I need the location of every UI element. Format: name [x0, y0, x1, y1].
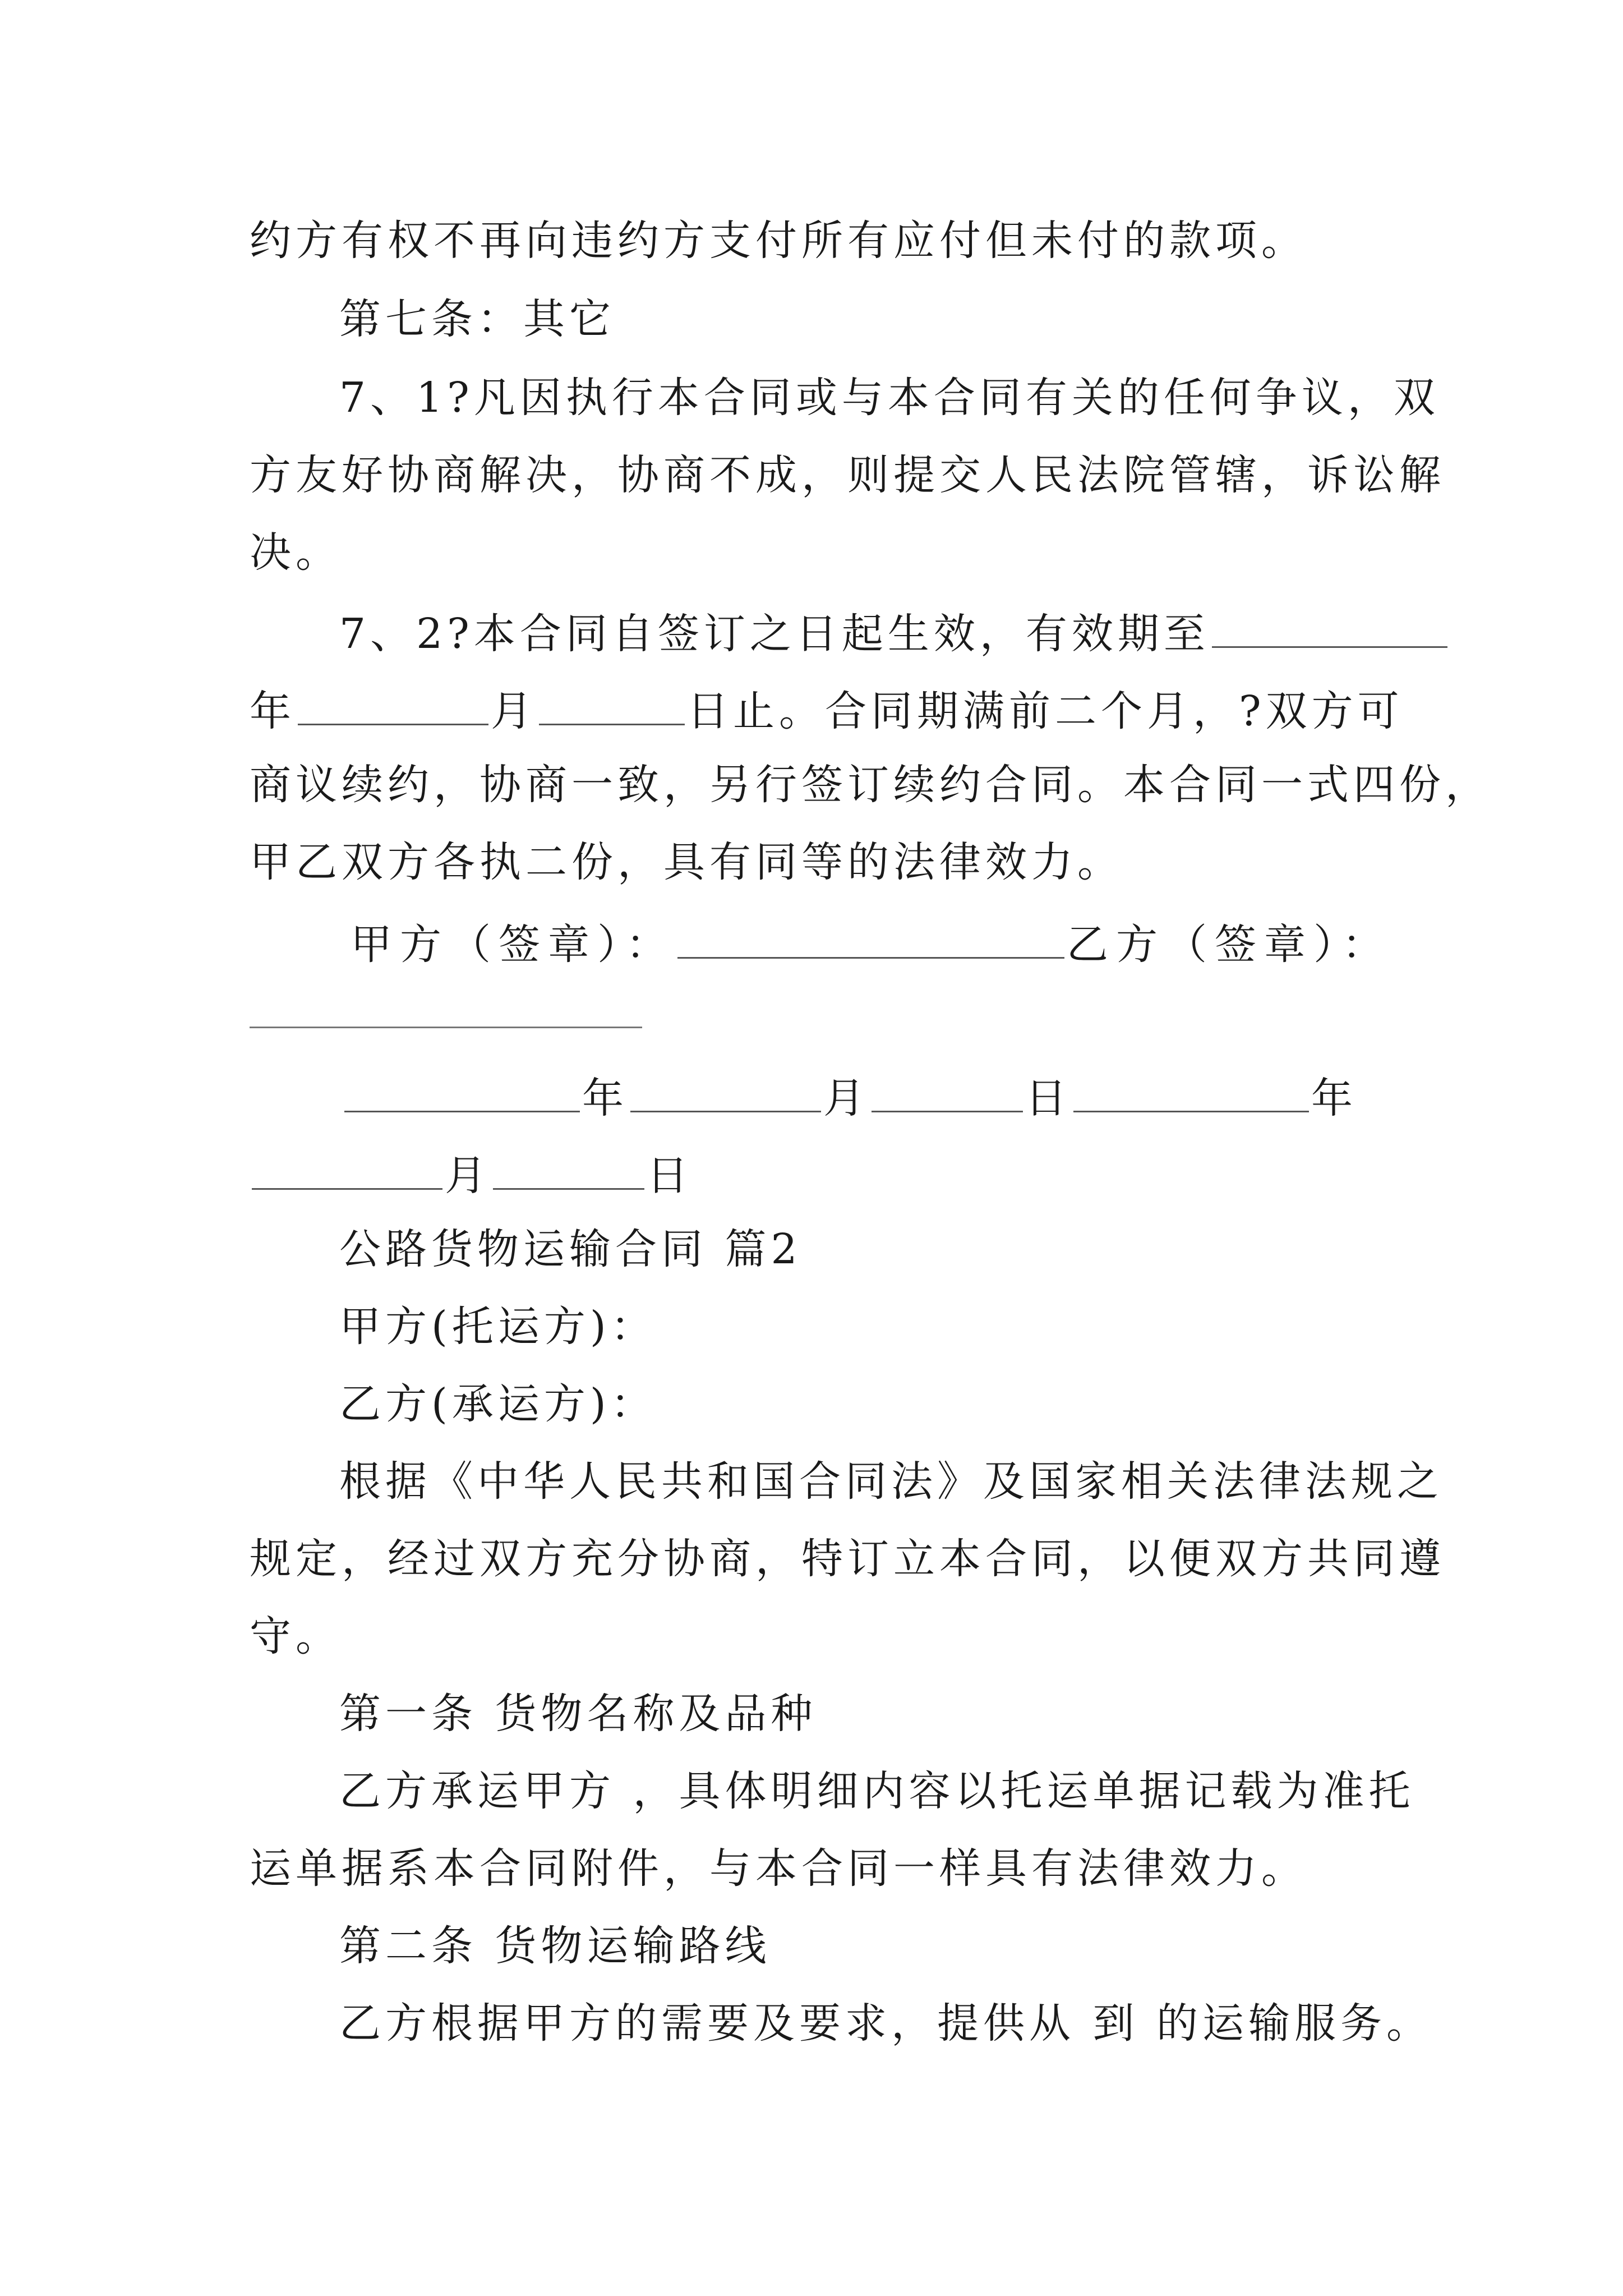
article-1-heading: 第一条 货物名称及品种	[339, 1690, 817, 1738]
blank-line	[252, 1151, 442, 1190]
blank-line	[539, 687, 685, 725]
blank-line	[872, 1074, 1023, 1112]
text-line-6: 7、2?本合同自签订之日起生效，有效期至	[339, 609, 1450, 655]
text-line-preamble-2: 规定，经过双方充分协商，特订立本合同，以便双方共同遵	[250, 1535, 1445, 1583]
contract-title: 公路货物运输合同 篇2	[339, 1225, 802, 1273]
text-line-3: 7、1?凡因执行本合同或与本合同有关的任何争议，双	[339, 374, 1440, 422]
signature-line: 甲方（签章）： 乙方（签章）：	[351, 921, 1391, 969]
article-1-text-2: 运单据系本合同附件，与本合同一样具有法律效力。	[250, 1844, 1307, 1893]
text-line-preamble-3: 守。	[250, 1612, 342, 1660]
blank-line	[1073, 1074, 1309, 1112]
text-line-1: 约方有权不再向违约方支付所有应付但未付的款项。	[250, 217, 1307, 265]
article-1-text-1: 乙方承运甲方 ，具体明细内容以托运单据记载为准托	[339, 1767, 1415, 1815]
article-2-heading: 第二条 货物运输路线	[339, 1922, 771, 1970]
blank-line	[677, 920, 1064, 959]
text-line-9: 甲乙双方各执二份，具有同等的法律效力。	[250, 838, 1123, 886]
date-line-1: 年 月 日 年	[342, 1074, 1357, 1119]
blank-line	[630, 1074, 821, 1112]
party-b: 乙方(承运方)：	[339, 1380, 657, 1428]
blank-line	[493, 1151, 644, 1190]
signature-blank	[250, 1027, 642, 1028]
blank-line	[1212, 609, 1447, 648]
text-line-7: 年 月 日止。合同期满前二个月，?双方可	[250, 687, 1404, 735]
text-line-4: 方友好协商解决，协商不成，则提交人民法院管辖，诉讼解	[250, 451, 1445, 499]
blank-line	[344, 1074, 580, 1112]
text-line-5: 决。	[250, 528, 342, 577]
date-line-2: 月 日	[250, 1151, 693, 1197]
text-line-preamble-1: 根据《中华人民共和国合同法》及国家相关法律法规之	[339, 1457, 1443, 1506]
article-2-text-1: 乙方根据甲方的需要及要求，提供从 到 的运输服务。	[339, 1999, 1433, 2047]
section-heading-7: 第七条：其它	[339, 295, 615, 343]
blank-line	[298, 687, 488, 725]
text-line-8: 商议续约，协商一致，另行签订续约合同。本合同一式四份，	[250, 761, 1491, 809]
party-a: 甲方(托运方)：	[339, 1303, 657, 1351]
